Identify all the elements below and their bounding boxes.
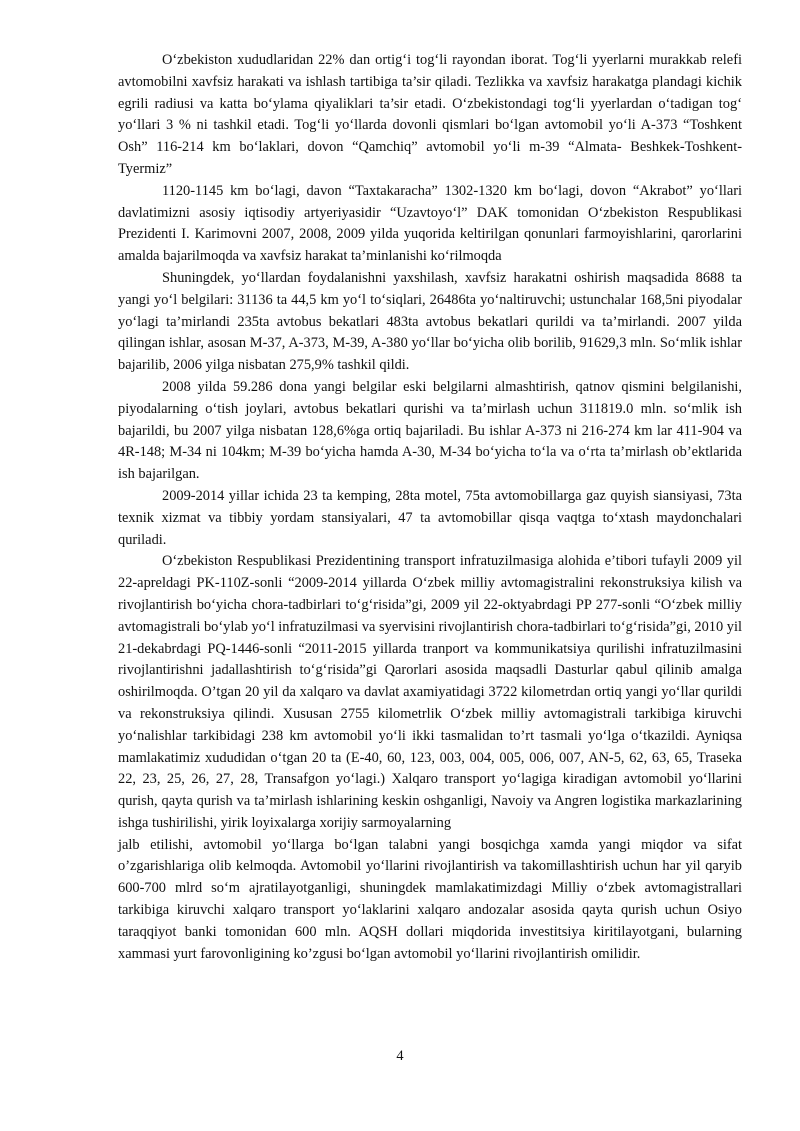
paragraph: 2008 yilda 59.286 dona yangi belgilar eski belgilarni almashtirish, qatnov qismini belgilanishi, piyodalarning o‘tish joylari, avtobus bekatlari qurishi va ta’mirlash uchun 311819.0 mln. so‘mlik ish bajarildi, bu 2007 yilga nisbatan 128,6%ga ortiq bajariladi. Bu ishlar A-373 ni 216-274 km lar 411-904 va 4R-148; M-34 ni 104km; M-39 bo‘yicha hamda A-30, M-34 bo‘yicha to‘la va o‘rta ta’mirlash ob’ektlarida ish bajarilgan. bbox=[118, 378, 742, 483]
document-body bbox=[118, 50, 742, 965]
page-number: 4 bbox=[396, 1048, 404, 1064]
paragraph-continuation: jalb etilishi, avtomobil yo‘llarga bo‘lgan talabni yangi bosqichga xamda yangi miqdor va sifat o’zgarishlariga olib kelmoqda. Avtomobil yo‘llarini rivojlantirish va takomillashtirish uchun har yil qaryib 600-700 mlrd so‘m ajratilayotganligi, shuningdek mamlakatimizdagi Milliy o‘zbek avtomagistrallari tarkibiga kiruvchi xalqaro transport yo‘laklarini xalqaro andozalar asosida qayta qurish uchun Osiyo taraqqiyot banki tomonidan 600 mln. AQSH dollari miqdorida investitsiya kiritilayotgani, bularning xammasi yurt farovonligining ko’zgusi bo‘lgan avtomobil yo‘llarini rivojlantirish omilidir. bbox=[118, 836, 742, 962]
paragraph: Shuningdek, yo‘llardan foydalanishni yaxshilash, xavfsiz harakatni oshirish maqsadida 8688 ta yangi yo‘l belgilari: 31136 ta 44,5 km yo‘l to‘siqlari, 26486ta yo‘naltiruvchi; ustunchalar 168,5ni piyodalar yo‘lagi ta’mirlandi 235ta avtobus bekatlari 483ta avtobus bekatlari qurildi va ta’mirlandi. 2007 yilda qilingan ishlar, asosan M-37, A-373, M-39, A-380 yo‘llar bo‘yicha olib borilib, 91629,3 mln. So‘mlik ishlar bajarilib, 2006 yilga nisbatan 275,9% tashkil qildi. bbox=[118, 269, 742, 374]
paragraph: O‘zbekiston xududlaridan 22% dan ortig‘i tog‘li rayondan iborat. Tog‘li yyerlarni murakkab relefi avtomobilni xavfsiz harakati va ishlash tartibiga ta’sir qiladi. Tezlikka va xavfsiz harakatga plandagi kichik egrili radiusi va katta bo‘ylama qiyaliklari ta’sir etadi. O‘zbekistondagi tog‘li yyerlardan o‘tadigan tog‘ yo‘llari 3 % ni tashkil etadi. Tog‘li yo‘llarda dovonli qismlari bo‘lgan avtomobil yo‘li A-373 “Toshkent Osh” 116-214 km bo‘laklari, dovon “Qamchiq” avtomobil yo‘li m-39 “Almata- Beshkek-Toshkent- Tyermiz” bbox=[118, 52, 742, 177]
paragraph: O‘zbekiston Respublikasi Prezidentining transport infratuzilmasiga alohida e’tibori tufayli 2009 yil 22-apreldagi PK-110Z-sonli “2009-2014 yillarda O‘zbek milliy avtomagistralini rekonstruksiya kilish va rivojlantirish bo‘yicha chora-tadbirlari to‘g‘risida”gi, 2009 yil 22-oktyabrdagi PP 277-sonli “O‘zbek milliy avtomagistrali bo‘ylab yo‘l infratuzilmasi va syervisini rivojlantirish chora-tadbirlari to‘g‘risida”gi, 2010 yil 21-dekabrdagi PQ-1446-sonli “2011-2015 yillarda tranport va kommunikatsiya qurilishi infratuzilmasini rivojlantirishni jadallashtirish to‘g‘risida”gi Qarorlari asosida maqsadli Dasturlar qabul qilinib amalga oshirilmoqda. O’tgan 20 yil da xalqaro va davlat axamiyatidagi 3722 kilometrdan ortiq yangi yo‘llar qurildi va rekonstruksiya qilindi. Xususan 2755 kilometrlik O‘zbek milliy avtomagistrali tarkibiga kiruvchi yo‘nalishlar tarkibidagi 238 km avtomobil yo‘li ikki tasmalidan to’rt tasmali yo‘lga o‘tkazildi. Ayniqsa mamlakatimiz xududidan o‘tgan 20 ta (E-40, 60, 123, 003, 004, 005, 006, 007, AN-5, 62, 63, 65, Traseka 22, 23, 25, 26, 27, 28, Transafgon yo‘lagi.) Xalqaro transport yo‘lagiga kiradigan avtomobil yo‘llarini qurish, qayta qurish va ta’mirlash ishlarining keskin oshganligi, Navoiy va Angren logistika markazlarining ishga tushirilishi, yirik loyixalarga xorijiy sarmoyalarning bbox=[118, 553, 742, 831]
paragraph: 2009-2014 yillar ichida 23 ta kemping, 28ta motel, 75ta avtomobillarga gaz quyish siansiyasi, 73ta texnik xizmat va tibbiy yordam stansiyalari, 47 ta avtomobillar qisqa vaqtga to‘xtash maydonchalari quriladi. bbox=[118, 487, 742, 548]
paragraph: 1120-1145 km bo‘lagi, davon “Taxtakaracha” 1302-1320 km bo‘lagi, dovon “Akrabot” yo‘llari davlatimizni asosiy iqtisodiy artyeriyasidir “Uzavtoyo‘l” DAK tomonidan O‘zbekiston Respublikasi Prezidenti I. Karimovni 2007, 2008, 2009 yilda yuqorida keltirilgan qonunlari farmoyishlarini, qarorlarini amalda bajarilmoqda va xavfsiz harakat ta’minlanishi ko‘rilmoqda bbox=[118, 182, 742, 265]
